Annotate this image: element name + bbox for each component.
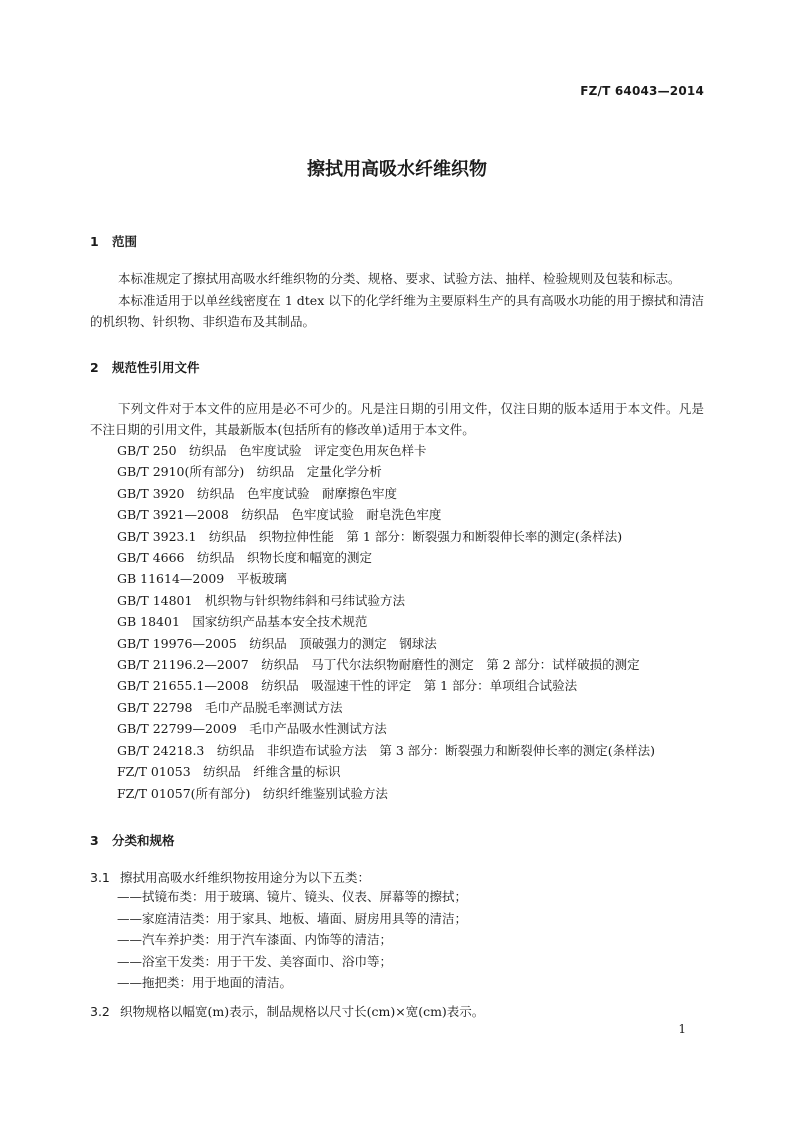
list-item: ——拖把类：用于地面的清洁。 [117,975,293,990]
reference-item: GB 11614—2009 平板玻璃 [117,571,287,587]
section-title: 范围 [112,234,138,249]
section-title: 规范性引用文件 [112,360,200,375]
reference-item: GB/T 3920 纺织品 色牢度试验 耐摩擦色牢度 [117,485,398,501]
reference-item: GB/T 2910(所有部分) 纺织品 定量化学分析 [117,464,382,480]
reference-item: GB/T 21196.2—2007 纺织品 马丁代尔法织物耐磨性的测定 第 2 部分：试样破损的测定 [117,657,640,673]
reference-item: GB/T 3923.1 纺织品 织物拉伸性能 第 1 部分：断裂强力和断裂伸长率的测定(条样法) [117,528,623,544]
reference-item: GB/T 22799—2009 毛巾产品吸水性测试方法 [117,721,387,737]
reference-item: GB/T 24218.3 纺织品 非织造布试验方法 第 3 部分：断裂强力和断裂伸长率的测定(条样法) [117,742,656,758]
reference-item: GB/T 19976—2005 纺织品 顶破强力的测定 钢球法 [117,635,437,651]
scope-paragraph-2: 本标准适用于以单丝线密度在 1 dtex 以下的化学纤维为主要原料生产的具有高吸水功能的用于擦拭和清洁的机织物、针织物、非织造布及其制品。 [90,293,704,329]
section-2-heading [90,358,200,376]
standard-code: FZ/T 64043—2014 [580,84,704,98]
clause-number: 3.2 [90,1004,110,1019]
references-intro: 下列文件对于本文件的应用是必不可少的。凡是注日期的引用文件，仅注日期的版本适用于本文件。凡是不注日期的引用文件，其最新版本(包括所有的修改单)适用于本文件。 [90,401,704,437]
clause-3-2 [90,1002,484,1020]
list-item: ——汽车养护类：用于汽车漆面、内饰等的清洁； [117,932,393,947]
section-title: 分类和规格 [112,833,175,848]
reference-item: FZ/T 01057(所有部分) 纺织纤维鉴别试验方法 [117,785,388,801]
scope-paragraph-1: 本标准规定了擦拭用高吸水纤维织物的分类、规格、要求、试验方法、抽样、检验规则及包装和标志。 [118,271,681,286]
section-number: 2 [90,360,99,375]
reference-list [117,440,655,804]
reference-item: GB/T 250 纺织品 色牢度试验 评定变色用灰色样卡 [117,443,427,458]
reference-item: GB/T 21655.1—2008 纺织品 吸湿速干性的评定 第 1 部分：单项组合试验法 [117,678,578,694]
clause-3-1 [90,868,370,886]
section-3-heading [90,831,175,849]
list-item: ——拭镜布类：用于玻璃、镜片、镜头、仪表、屏幕等的擦拭； [117,889,468,904]
document-title: 擦拭用高吸水纤维织物 [307,159,487,180]
reference-item: GB/T 3921—2008 纺织品 色牢度试验 耐皂洗色牢度 [117,507,442,523]
clause-text: 织物规格以幅宽(m)表示，制品规格以尺寸长(cm)×宽(cm)表示。 [120,1004,485,1019]
list-item: ——浴室干发类：用于干发、美容面巾、浴巾等； [117,953,393,969]
reference-item: FZ/T 01053 纺织品 纤维含量的标识 [117,764,341,780]
section-number: 3 [90,833,99,848]
reference-item: GB/T 22798 毛巾产品脱毛率测试方法 [117,699,343,715]
page-number: 1 [678,1022,686,1036]
section-number: 1 [90,234,99,249]
category-list [117,886,467,994]
clause-number: 3.1 [90,870,110,885]
reference-item: GB/T 4666 纺织品 织物长度和幅宽的测定 [117,550,373,566]
list-item: ——家庭清洁类：用于家具、地板、墙面、厨房用具等的清洁； [117,910,468,926]
section-1-heading [90,232,137,250]
reference-item: GB/T 14801 机织物与针织物纬斜和弓纬试验方法 [117,592,405,608]
clause-text: 擦拭用高吸水纤维织物按用途分为以下五类： [120,870,371,885]
reference-item: GB 18401 国家纺织产品基本安全技术规范 [117,614,368,630]
